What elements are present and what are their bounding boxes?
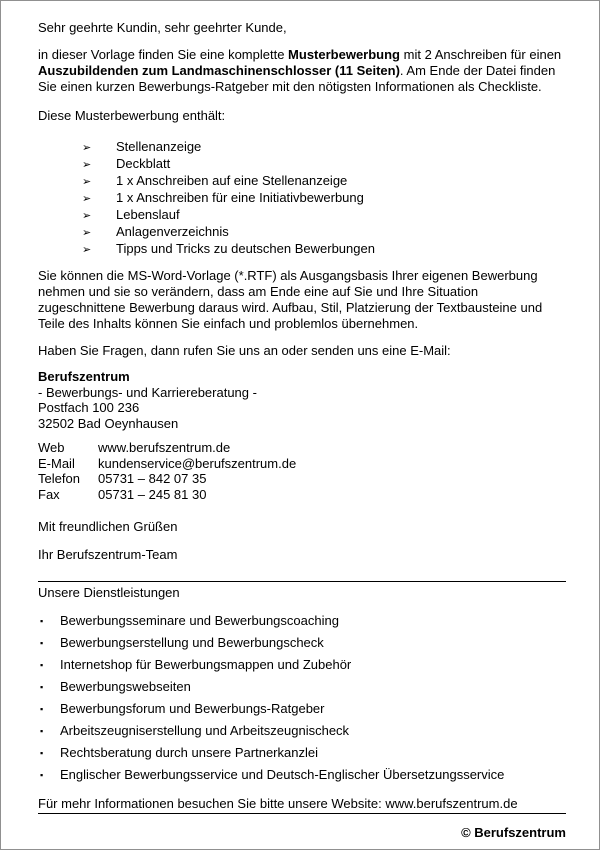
contact-value: kundenservice@berufszentrum.de xyxy=(98,455,297,471)
arrow-bullet-icon: ➢ xyxy=(82,159,92,171)
contact-label: Web xyxy=(38,440,65,455)
list-item xyxy=(38,190,566,207)
service-item-label: Englischer Bewerbungsservice und Deutsch-Englischer Übersetzungsservice xyxy=(60,767,505,782)
list-item-label: Anlagenverzeichnis xyxy=(116,224,229,239)
questions-line: Haben Sie Fragen, dann rufen Sie uns an oder senden uns eine E-Mail: xyxy=(38,343,451,358)
contents-heading: Diese Musterbewerbung enthält: xyxy=(38,108,226,123)
service-item-label: Arbeitszeugniserstellung und Arbeitszeugnischeck xyxy=(60,723,350,738)
service-item-label: Bewerbungswebseiten xyxy=(60,679,191,694)
square-bullet-icon: ▪ xyxy=(40,726,44,736)
service-item-label: Bewerbungsseminare und Bewerbungscoaching xyxy=(60,613,339,628)
company-address-block xyxy=(38,369,566,431)
square-bullet-icon: ▪ xyxy=(40,704,44,714)
service-item-label: Internetshop für Bewerbungsmappen und Zubehör xyxy=(60,657,352,672)
contact-table xyxy=(38,440,296,502)
service-item xyxy=(38,679,566,695)
service-item xyxy=(38,745,566,761)
square-bullet-icon: ▪ xyxy=(40,638,44,648)
contact-value: 05731 – 245 81 30 xyxy=(98,486,207,502)
list-item xyxy=(38,207,566,224)
contact-value: www.berufszentrum.de xyxy=(98,440,231,455)
list-item-label: Deckblatt xyxy=(116,156,171,171)
arrow-bullet-icon: ➢ xyxy=(82,227,92,239)
contents-list xyxy=(38,139,566,258)
arrow-bullet-icon: ➢ xyxy=(82,244,92,256)
list-item-label: 1 x Anschreiben auf eine Stellenanzeige xyxy=(116,173,348,188)
services-list xyxy=(38,613,566,783)
contact-label: E-Mail xyxy=(38,455,75,471)
usage-paragraph: Sie können die MS-Word-Vorlage (*.RTF) als Ausgangsbasis Ihrer eigenen Bewerbung nehmen und sie so verändern, dass am Ende eine auf Sie und Ihre Situation zugeschnittene Bewerbung daraus wird. Aufbau, Stil, Platzierung der Textbausteine und Teile des Inhalts können Sie einfach und problemlos übernehmen. xyxy=(38,268,543,331)
square-bullet-icon: ▪ xyxy=(40,682,44,692)
intro-bold-musterbewerbung: Musterbewerbung xyxy=(288,47,401,62)
list-item-label: 1 x Anschreiben für eine Initiativbewerbung xyxy=(116,190,364,205)
service-item xyxy=(38,657,566,673)
service-item xyxy=(38,701,566,717)
company-city: 32502 Bad Oeynhausen xyxy=(38,415,179,431)
list-item xyxy=(38,173,566,190)
closing-line: Mit freundlichen Grüßen xyxy=(38,519,178,534)
company-name: Berufszentrum xyxy=(38,369,130,384)
contact-row xyxy=(38,440,296,456)
footer-info-line: Für mehr Informationen besuchen Sie bitte unsere Website: www.berufszentrum.de xyxy=(38,796,566,814)
arrow-bullet-icon: ➢ xyxy=(82,176,92,188)
list-item xyxy=(38,224,566,241)
intro-bold-auszubildenden: Auszubildenden zum Landmaschinenschlosser (11 Seiten) xyxy=(38,63,400,78)
copyright-notice: © Berufszentrum xyxy=(461,825,566,840)
service-item xyxy=(38,613,566,629)
list-item xyxy=(38,139,566,156)
service-item xyxy=(38,723,566,739)
services-section xyxy=(38,581,566,783)
contact-value: 05731 – 842 07 35 xyxy=(98,471,207,486)
contact-label: Fax xyxy=(38,486,60,502)
intro-paragraph xyxy=(38,47,566,95)
service-item-label: Bewerbungsforum und Bewerbungs-Ratgeber xyxy=(60,701,325,716)
service-item-label: Bewerbungserstellung und Bewerbungscheck xyxy=(60,635,324,650)
list-item xyxy=(38,241,566,258)
list-item-label: Tipps und Tricks zu deutschen Bewerbungen xyxy=(116,241,375,256)
square-bullet-icon: ▪ xyxy=(40,660,44,670)
list-item xyxy=(38,156,566,173)
team-line: Ihr Berufszentrum-Team xyxy=(38,547,178,562)
intro-text-3: . Am Ende der Datei finden Sie einen kurzen Bewerbungs-Ratgeber mit den nötigsten Informationen als Checkliste. xyxy=(38,63,556,94)
contact-row xyxy=(38,471,296,487)
intro-text-1: in dieser Vorlage finden Sie eine komplette xyxy=(38,47,289,62)
service-item xyxy=(38,635,566,651)
contact-label: Telefon xyxy=(38,471,80,486)
arrow-bullet-icon: ➢ xyxy=(82,193,92,205)
arrow-bullet-icon: ➢ xyxy=(82,142,92,154)
contact-row xyxy=(38,487,296,503)
contact-row xyxy=(38,456,296,472)
arrow-bullet-icon: ➢ xyxy=(82,210,92,222)
square-bullet-icon: ▪ xyxy=(40,616,44,626)
list-item-label: Lebenslauf xyxy=(116,207,180,222)
service-item-label: Rechtsberatung durch unsere Partnerkanzlei xyxy=(60,745,318,760)
intro-text-2: mit 2 Anschreiben für einen xyxy=(400,47,562,62)
service-item xyxy=(38,767,566,783)
company-postbox: Postfach 100 236 xyxy=(38,400,140,415)
square-bullet-icon: ▪ xyxy=(40,770,44,780)
list-item-label: Stellenanzeige xyxy=(116,139,202,154)
company-subtitle: - Bewerbungs- und Karriereberatung - xyxy=(38,384,257,400)
services-heading: Unsere Dienstleistungen xyxy=(38,585,180,600)
greeting-line: Sehr geehrte Kundin, sehr geehrter Kunde, xyxy=(38,20,287,35)
square-bullet-icon: ▪ xyxy=(40,748,44,758)
